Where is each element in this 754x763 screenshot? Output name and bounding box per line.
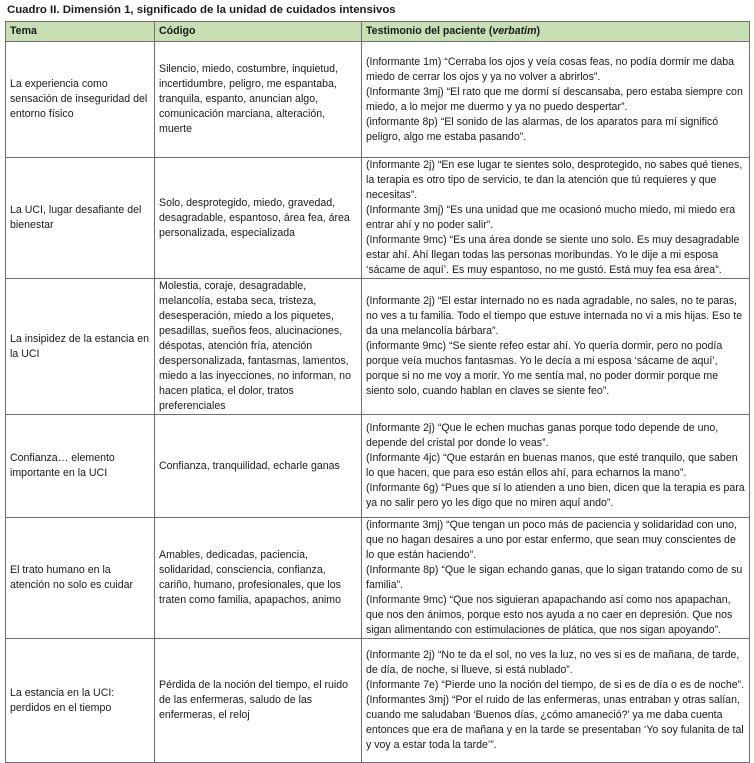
table-header-row bbox=[6, 22, 750, 42]
header-codigo: Código bbox=[155, 22, 362, 42]
header-testimonio-prefix: Testimonio del paciente ( bbox=[366, 25, 493, 37]
testimonio-quote: (Informante 2j) “El estar internado no es nada agradable, no sales, no te paras, no ves a tu familia. Todo el tiempo que estuve internada no vi a mis hijas. Eso te da una melancolía bárbara”. bbox=[366, 295, 743, 337]
testimonio-cell bbox=[362, 279, 750, 415]
table-row bbox=[6, 415, 750, 518]
testimonio-cell bbox=[362, 158, 750, 279]
tema-cell: La estancia en la UCI: perdidos en el tiempo bbox=[6, 639, 155, 763]
testimonio-quote: (Informante 3mj) “El rato que me dormí sí descansaba, pero estaba siempre con miedo, a lo mejor me duermo y ya no puedo despertar”. bbox=[366, 85, 743, 113]
testimonio-quote: (Informante 9mc) “Es una área donde se siente uno solo. Es muy desagradable estar ahí. Ahí llegan todas las personas moribundas. Yo le dije a mi esposa ‘sácame de aquí’. Es muy espantoso, no me gustó. Está muy fea esa área”. bbox=[366, 234, 740, 276]
tema-cell: La experiencia como sensación de inseguridad del entorno físico bbox=[6, 42, 155, 158]
codigo-cell: Pérdida de la noción del tiempo, el ruido de las enfermeras, saludo de las enfermeras, el reloj bbox=[155, 639, 362, 763]
testimonio-quote: (Informante 2j) “No te da el sol, no ves la luz, no ves si es de mañana, de tarde, de día, de noche, si llueve, si está nublado”. bbox=[366, 649, 740, 676]
codigo-cell: Solo, desprotegido, miedo, gravedad, desagradable, espantoso, área fea, área personalizada, especializada bbox=[155, 158, 362, 279]
table-row bbox=[6, 639, 750, 763]
testimonio-quote: (Informante 7e) “Pierde uno la noción del tiempo, de si es de día o es de noche”. bbox=[366, 679, 745, 691]
table-caption: Cuadro II. Dimensión 1, significado de la unidad de cuidados intensivos bbox=[7, 4, 396, 16]
tema-cell: El trato humano en la atención no solo es cuidar bbox=[6, 518, 155, 639]
tema-cell: La insipidez de la estancia en la UCI bbox=[6, 279, 155, 415]
tema-cell: Confianza… elemento importante en la UCI bbox=[6, 415, 155, 518]
cuadro-table bbox=[5, 21, 750, 763]
codigo-cell: Amables, dedicadas, paciencia, solidaridad, consciencia, confianza, cariño, humano, profesionales, que los traten como familia, apapachos, animo bbox=[155, 518, 362, 639]
codigo-cell: Confianza, tranquilidad, echarle ganas bbox=[155, 415, 362, 518]
testimonio-quote: (Informante 1m) “Cerraba los ojos y veía cosas feas, no podía dormir me daba miedo de cerrar los ojos y ya no volver a abrirlos”. bbox=[366, 55, 735, 83]
table-row bbox=[6, 279, 750, 415]
testimonio-quote: (Informante 3mj) “Es una unidad que me ocasionó mucho miedo, mi miedo era entrar ahí y no poder salir”. bbox=[366, 204, 736, 231]
table-row bbox=[6, 42, 750, 158]
testimonio-cell bbox=[362, 639, 750, 763]
testimonio-cell bbox=[362, 518, 750, 639]
testimonio-quote: (Informante 6g) “Pues que sí lo atienden a uno bien, dicen que la terapia es para ya no salir pero yo les digo que no miren aquí ando”. bbox=[366, 482, 745, 509]
testimonio-quote: (Informante 2j) “Que le echen muchas ganas porque todo depende de uno, depende del cristal por donde lo veas”. bbox=[366, 422, 719, 449]
testimonio-quote: (informante 9mc) “Se siente refeo estar ahí. Yo quería dormir, pero no podía porque veía muchos fantasmas. Yo le decía a mi esposa ‘sácame de aquí’, porque si no me voy a morir. Yo me sentía mal, no poder dormir porque me siento solo, cuando hablan en claves se siente feo”. bbox=[366, 340, 723, 397]
testimonio-quote: (Informante 2j) “En ese lugar te sientes solo, desprotegido, no sabes qué tienes, la terapia es otro tipo de servicio, te dan la atención que tú requieres y que necesitas”. bbox=[366, 159, 743, 201]
codigo-cell: Silencio, miedo, costumbre, inquietud, incertidumbre, peligro, me espantaba, tranquila, espanto, anuncian algo, comunicación marciana, alteración, muerte bbox=[155, 42, 362, 158]
header-testimonio bbox=[362, 22, 750, 42]
testimonio-quote: (Informante 8p) “Que le sigan echando ganas, que lo sigan tratando como de su familia”. bbox=[366, 564, 743, 591]
table-row bbox=[6, 158, 750, 279]
header-tema: Tema bbox=[6, 22, 155, 42]
testimonio-cell bbox=[362, 415, 750, 518]
header-testimonio-suffix: ) bbox=[536, 25, 541, 37]
table-row bbox=[6, 518, 750, 639]
tema-cell: La UCI, lugar desafiante del bienestar bbox=[6, 158, 155, 279]
testimonio-quote: (Informante 9mc) “Que nos siguieran apapachando así como nos apapachan, que nos den ánimos, porque esto nos ayuda a no caer en depresión. Que nos sigan alimentando con estimulaciones de plática, que nos sigan apoyando”. bbox=[366, 594, 733, 636]
testimonio-quote: (Informante 4jc) “Que estarán en buenas manos, que esté tranquilo, que saben lo que hacen, que para eso están ellos ahí, para echarnos la mano”. bbox=[366, 452, 738, 479]
testimonio-cell bbox=[362, 42, 750, 158]
codigo-cell: Molestia, coraje, desagradable, melancolía, estaba seca, tristeza, desesperación, miedo a los piquetes, pesadillas, sueños feos, alucinaciones, déspotas, atención fría, atención despersonalizada, fantasmas, lamentos, miedo a las inyecciones, no informan, no hacen platica, el dolor, tratos preferenciales bbox=[155, 279, 362, 415]
testimonio-quote: (informante 3mj) “Que tengan un poco más de paciencia y solidaridad con uno, que no hagan desaires a uno por estar enfermo, que sean muy conscientes de lo que están haciendo”. bbox=[366, 519, 737, 561]
testimonio-quote: (Informantes 3mj) “Por el ruido de las enfermeras, unas entraban y otras salían, cuando me saludaban ‘Buenos días, ¿cómo amaneció?’ ya me daba cuenta entonces que era de mañana y en la tarde se presentaban ‘Yo soy fulanita de tal y voy a estar toda la tarde’”. bbox=[366, 694, 744, 751]
testimonio-quote: (informante 8p) “El sonido de las alarmas, de los aparatos para mí significó peligro, algo me estaba pasando”. bbox=[366, 115, 719, 143]
header-testimonio-italic: verbatim bbox=[492, 25, 537, 37]
